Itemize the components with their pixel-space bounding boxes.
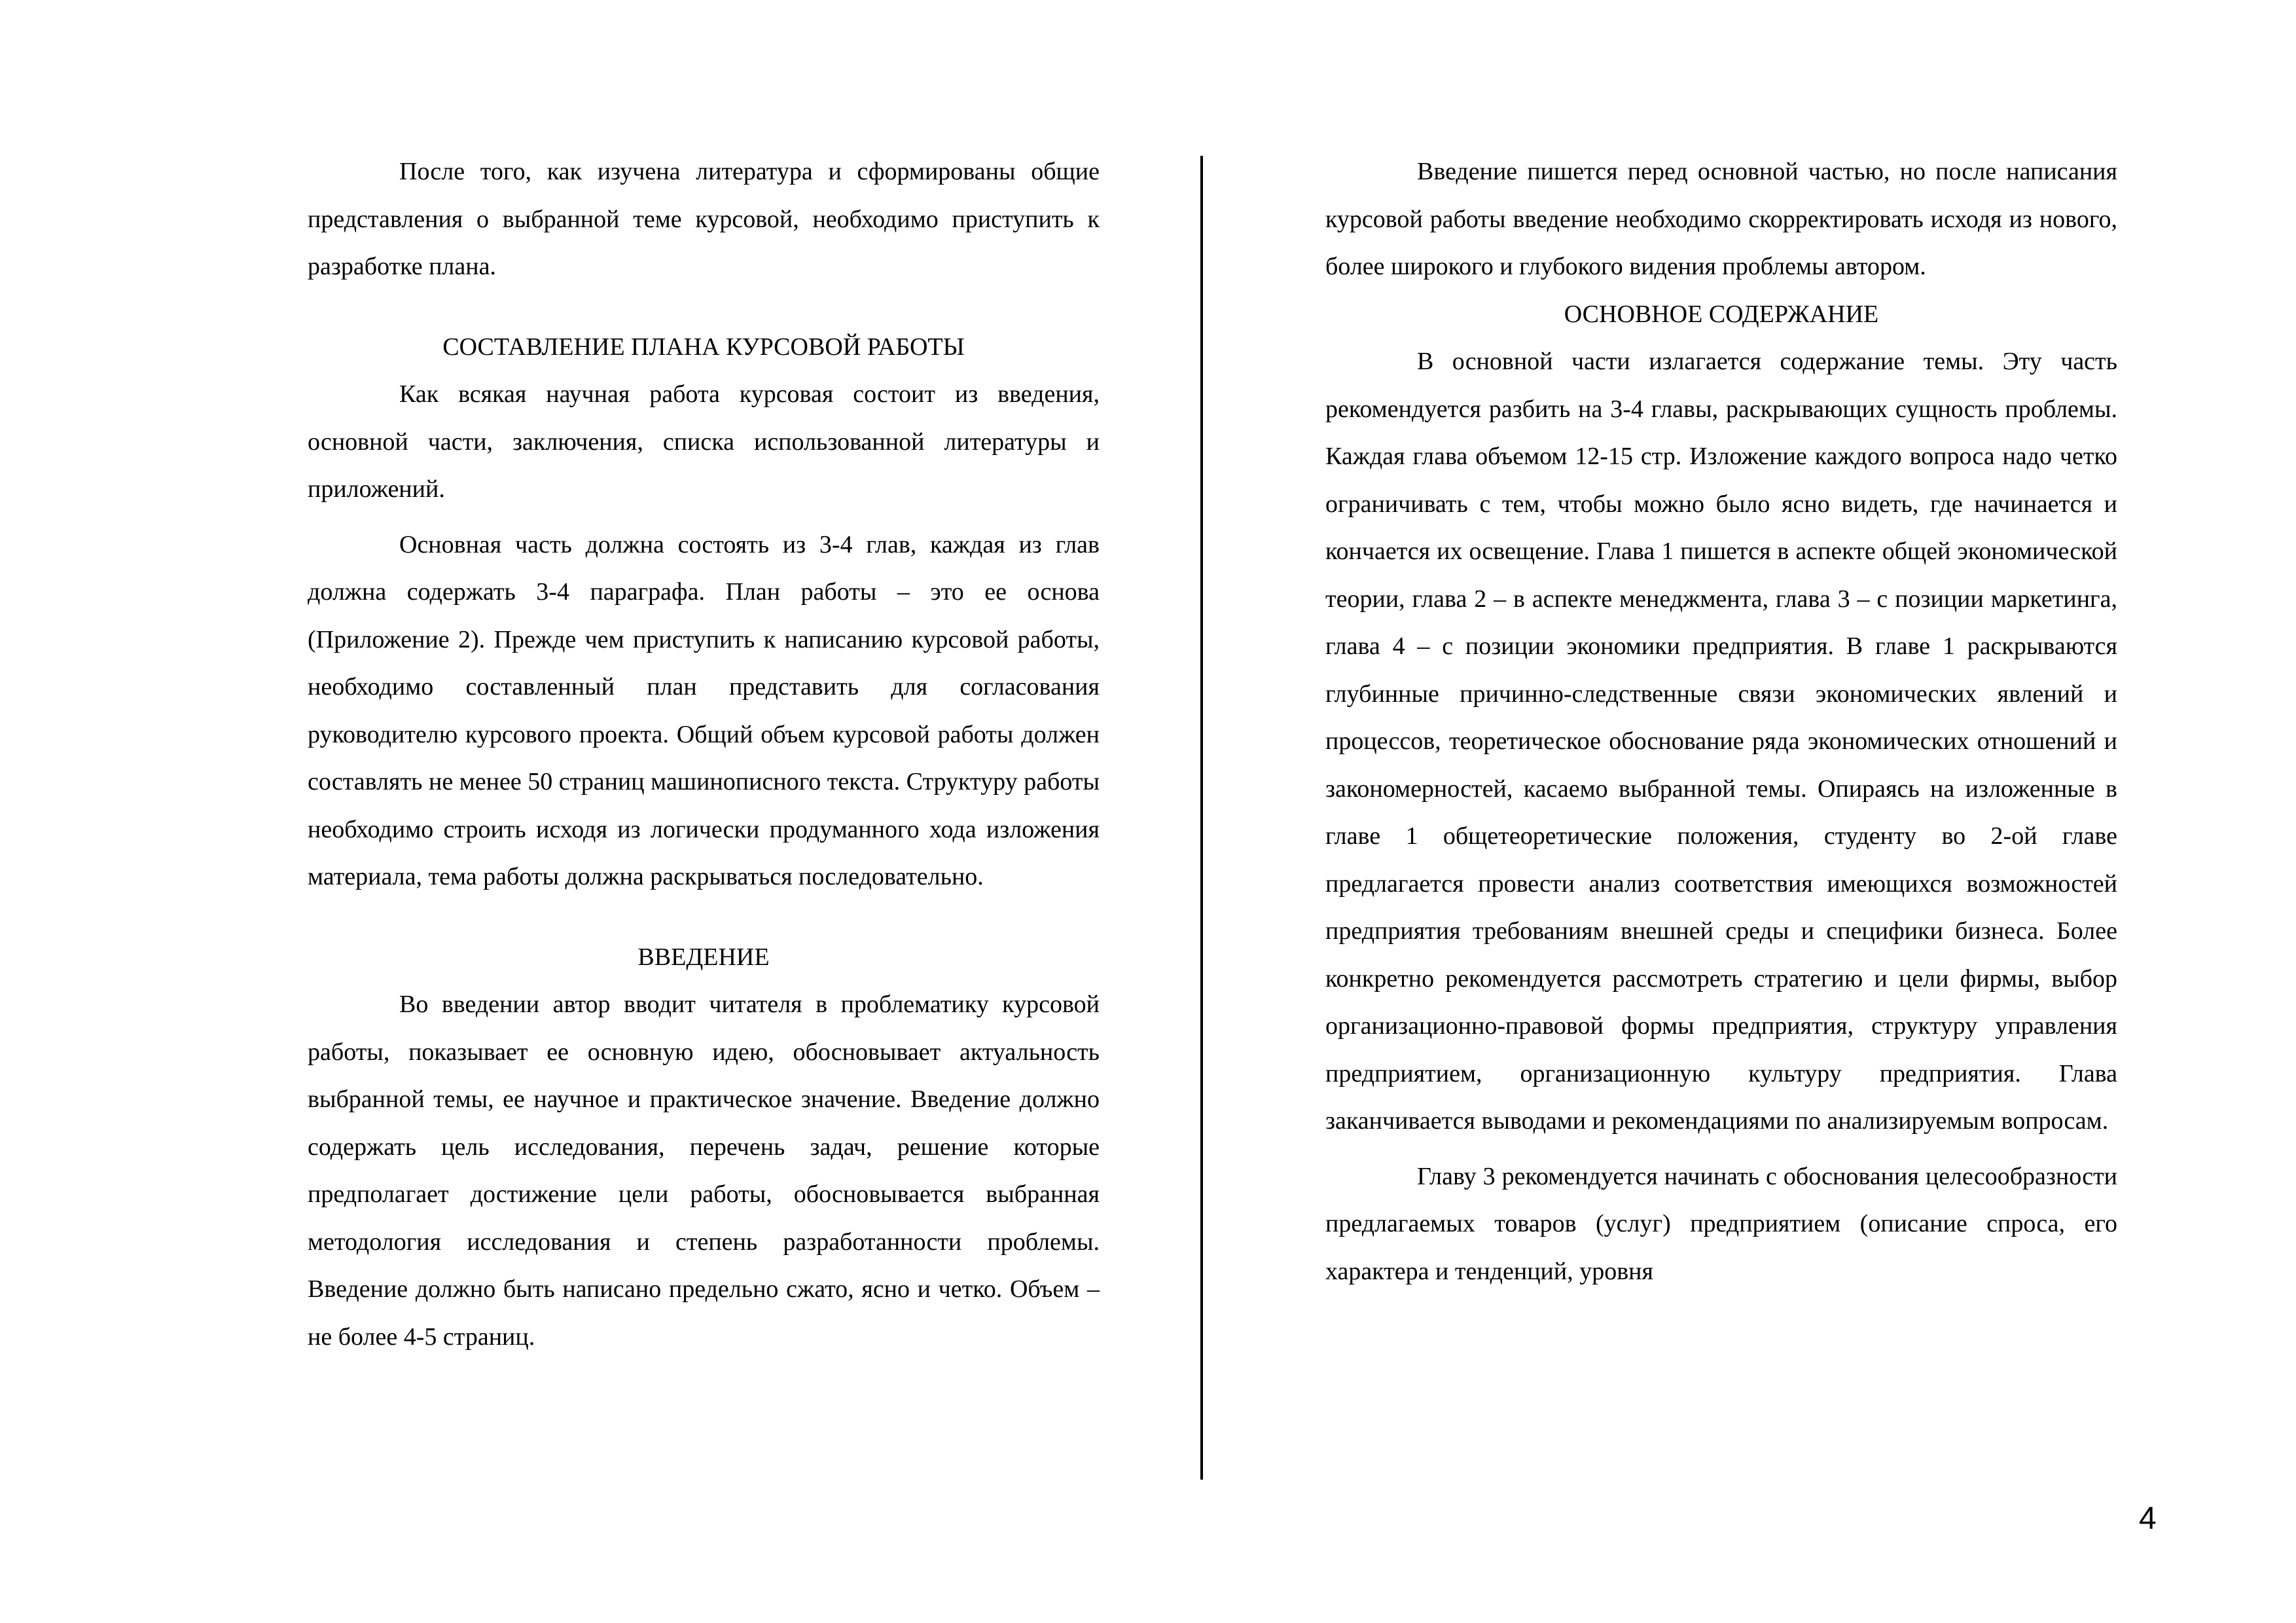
heading-introduction: ВВЕДЕНИЕ: [637, 943, 770, 971]
spacer: [308, 291, 1100, 323]
heading-main-content: ОСНОВНОЕ СОДЕРЖАНИЕ: [1564, 300, 1879, 328]
left-column: [308, 148, 1100, 1360]
spacer: [1325, 1145, 2117, 1153]
paragraph-introduction: Во введении автор вводит читателя в проблематику курсовой работы, показывает ее основную идею, обосновывает актуальность выбранной темы, ее научное и практическое значение. Введение должно содержать цель исследования, перечень задач, решение которые предполагает достижение цели работы, обосновывается выбранная методология исследования и степень разработанности проблемы. Введение должно быть написано предельно сжато, ясно и четко. Объем – не более 4-5 страниц.: [308, 991, 1100, 1351]
column-divider: [1200, 156, 1203, 1480]
right-column: [1325, 148, 2117, 1295]
paragraph-main-content: В основной части излагается содержание темы. Эту часть рекомендуется разбить на 3-4 главы, раскрывающих сущность проблемы. Каждая глава объемом 12-15 стр. Изложение каждого вопроса надо четко ограничивать с тем, чтобы можно было ясно видеть, где начинается и кончается их освещение. Глава 1 пишется в аспекте общей экономической теории, глава 2 – в аспекте менеджмента, глава 3 – с позиции маркетинга, глава 4 – с позиции экономики предприятия. В главе 1 раскрываются глубинные причинно-следственные связи экономических явлений и процессов, теоретическое обоснование ряда экономических отношений и закономерностей, касаемо выбранной темы. Опираясь на изложенные в главе 1 общетеоретические положения, студенту во 2-ой главе предлагается провести анализ соответствия имеющихся возможностей предприятия требованиям внешней среды и специфики бизнеса. Более конкретно рекомендуется рассмотреть стратегию и цели фирмы, выбор организационно-правовой формы предприятия, структуру управления предприятием, организационную культуру предприятия. Глава заканчивается выводами и рекомендациями по анализируемым вопросам.: [1325, 348, 2117, 1135]
paragraph-chapter-three: Главу 3 рекомендуется начинать с обоснования целесообразности предлагаемых товаров (услуг) предприятием (описание спроса, его характера и тенденций, уровня: [1325, 1162, 2117, 1285]
paragraph-intro-written: Введение пишется перед основной частью, но после написания курсовой работы введение необходимо скорректировать исходя из нового, более широкого и глубокого видения проблемы автором.: [1325, 158, 2117, 280]
paragraph-literature: После того, как изучена литература и сформированы общие представления о выбранной теме курсовой, необходимо приступить к разработке плана.: [308, 158, 1100, 280]
heading-plan: СОСТАВЛЕНИЕ ПЛАНА КУРСОВОЙ РАБОТЫ: [442, 333, 965, 361]
paragraph-main-part: Основная часть должна состоять из 3-4 глав, каждая из глав должна содержать 3-4 параграфа. План работы – это ее основа (Приложение 2). Прежде чем приступить к написанию курсовой работы, необходимо составленный план представить для согласования руководителю курсового проекта. Общий объем курсовой работы должен составлять не менее 50 страниц машинописного текста. Структуру работы необходимо строить исходя из логически продуманного хода изложения материала, тема работы должна раскрываться последовательно.: [308, 530, 1100, 890]
page-number: 4: [2139, 1501, 2157, 1536]
paragraph-structure: Как всякая научная работа курсовая состоит из введения, основной части, заключения, списка использованной литературы и приложений.: [308, 380, 1100, 503]
spacer: [308, 513, 1100, 521]
spacer: [308, 901, 1100, 934]
